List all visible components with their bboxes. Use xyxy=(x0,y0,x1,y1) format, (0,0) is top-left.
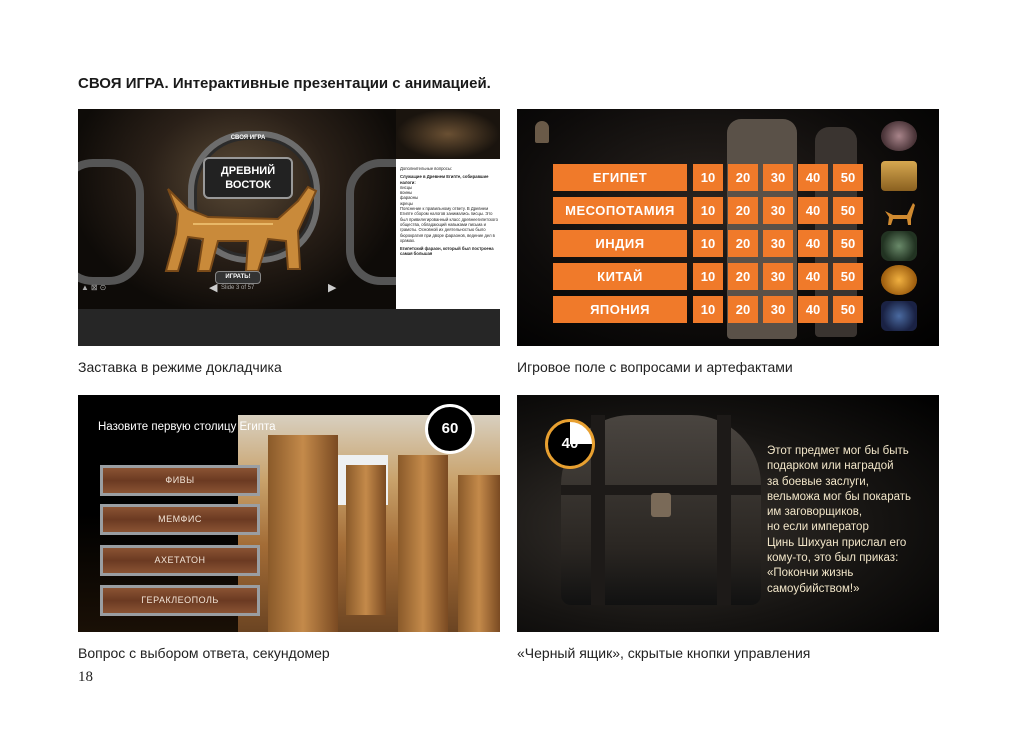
answer-button[interactable]: АХЕТАТОН xyxy=(100,545,260,576)
timer-value: 40 xyxy=(561,435,579,452)
slide-counter: Slide 3 of 57 xyxy=(221,285,255,291)
caption-presenter-view: Заставка в режиме докладчика xyxy=(78,359,282,375)
black-box-screenshot xyxy=(517,395,939,632)
play-button[interactable]: ИГРАТЬ! xyxy=(215,271,261,284)
story-line: но если император xyxy=(767,521,869,534)
next-slide-preview xyxy=(396,109,500,159)
notes-options: писцы воины фараоны жрецы xyxy=(400,184,419,206)
artifact-icon[interactable] xyxy=(881,197,917,227)
artifact-icon[interactable] xyxy=(881,231,917,261)
stage-ring-left xyxy=(78,159,144,285)
temple-pillar xyxy=(458,475,500,632)
question-cell[interactable]: 50 xyxy=(833,263,863,290)
category-label: ЕГИПЕТ xyxy=(553,164,687,191)
temple-pillar xyxy=(398,455,448,632)
game-board-screenshot xyxy=(517,109,939,346)
speaker-notes-text xyxy=(400,166,498,257)
story-line: «Покончи жизнь xyxy=(767,567,854,580)
lock-icon xyxy=(651,493,671,517)
question-cell[interactable]: 10 xyxy=(693,296,723,323)
notes-title: Дополнительные вопросы: xyxy=(400,166,453,171)
caption-black-box: «Черный ящик», скрытые кнопки управления xyxy=(517,645,811,661)
page-heading: СВОЯ ИГРА. Интерактивные презентации с анимацией. xyxy=(78,75,491,92)
category-label: ЯПОНИЯ xyxy=(553,296,687,323)
question-text: Назовите первую столицу Египта xyxy=(98,421,276,433)
thumb-face-image xyxy=(535,121,549,143)
chest-band xyxy=(717,415,731,605)
question-cell[interactable]: 30 xyxy=(763,164,793,191)
question-cell[interactable]: 20 xyxy=(728,164,758,191)
golden-beast-icon xyxy=(148,179,338,279)
question-cell[interactable]: 20 xyxy=(728,296,758,323)
story-line: Этот предмет мог бы быть xyxy=(767,445,909,457)
question-cell[interactable]: 10 xyxy=(693,197,723,224)
question-cell[interactable]: 40 xyxy=(798,164,828,191)
story-line: подарком или наградой xyxy=(767,460,894,473)
story-line: вельможа мог бы покарать xyxy=(767,490,911,503)
artifact-icon[interactable] xyxy=(881,161,917,191)
temple-pillar xyxy=(346,465,386,615)
story-line: им заговорщиков, xyxy=(767,506,863,519)
story-line: Цинь Шихуан прислал его xyxy=(767,536,907,549)
answer-button[interactable]: МЕМФИС xyxy=(100,504,260,535)
question-cell[interactable]: 30 xyxy=(763,296,793,323)
question-cell[interactable]: 50 xyxy=(833,230,863,257)
prev-slide-icon[interactable]: ◀ xyxy=(209,282,218,294)
artifact-story xyxy=(767,444,937,597)
question-cell[interactable]: 10 xyxy=(693,263,723,290)
question-cell[interactable]: 10 xyxy=(693,230,723,257)
slide-thumbnail-strip xyxy=(78,309,500,346)
question-cell[interactable]: 40 xyxy=(798,296,828,323)
game-logo: ДРЕВНИЙ ВОСТОК xyxy=(203,157,293,199)
question-cell[interactable]: 50 xyxy=(833,197,863,224)
question-cell[interactable]: 40 xyxy=(798,230,828,257)
caption-game-board: Игровое поле с вопросами и артефактами xyxy=(517,359,793,375)
notes-footer: Египетский фараон, который был построена самая большая xyxy=(400,246,494,257)
caption-question: Вопрос с выбором ответа, секундомер xyxy=(78,645,330,661)
question-cell[interactable]: 20 xyxy=(728,263,758,290)
answer-button[interactable]: ГЕРАКЛЕОПОЛЬ xyxy=(100,585,260,616)
countdown-timer[interactable] xyxy=(545,419,595,469)
presenter-view-screenshot xyxy=(78,109,500,346)
question-cell[interactable]: 40 xyxy=(798,263,828,290)
artifact-icon[interactable] xyxy=(881,265,917,295)
temple-pillar xyxy=(268,435,338,632)
question-cell[interactable]: 10 xyxy=(693,164,723,191)
stopwatch[interactable]: 60 xyxy=(425,404,475,454)
presenter-controls[interactable]: ▲⊠⊙ xyxy=(81,283,109,292)
question-cell[interactable]: 30 xyxy=(763,263,793,290)
question-cell[interactable]: 40 xyxy=(798,197,828,224)
question-cell[interactable]: 50 xyxy=(833,164,863,191)
category-label: ИНДИЯ xyxy=(553,230,687,257)
question-cell[interactable]: 20 xyxy=(728,230,758,257)
answer-button[interactable]: ФИВЫ xyxy=(100,465,260,496)
question-cell[interactable]: 30 xyxy=(763,230,793,257)
page-number: 18 xyxy=(78,669,93,685)
story-line: за боевые заслуги, xyxy=(767,475,869,488)
story-line: самоубийством!» xyxy=(767,582,860,595)
notes-body: Пояснение к правильному ответу. В Древнем Египте сбором налогов занимались писцы. Это был привилегированный класс древнеегипетского общества, обладающий навыками письма и грамоты. Основной их деятельностью было бюрократия при дворе фараонов, ведение дел в храмах. xyxy=(400,206,499,243)
question-cell[interactable]: 20 xyxy=(728,197,758,224)
story-line: кому-то, это был приказ: xyxy=(767,552,899,565)
notes-question: Служащие в Древнем Египте, собиравшие налоги: xyxy=(400,174,489,185)
category-label: МЕСОПОТАМИЯ xyxy=(553,197,687,224)
next-slide-icon[interactable]: ▶ xyxy=(328,282,337,294)
artifact-icon[interactable] xyxy=(881,121,917,151)
question-screenshot xyxy=(78,395,500,632)
logo-caption: СВОЯ ИГРА xyxy=(230,135,266,141)
question-cell[interactable]: 30 xyxy=(763,197,793,224)
question-cell[interactable]: 50 xyxy=(833,296,863,323)
category-label: КИТАЙ xyxy=(553,263,687,290)
title-slide-stage xyxy=(78,109,396,309)
artifact-icon[interactable] xyxy=(881,301,917,331)
